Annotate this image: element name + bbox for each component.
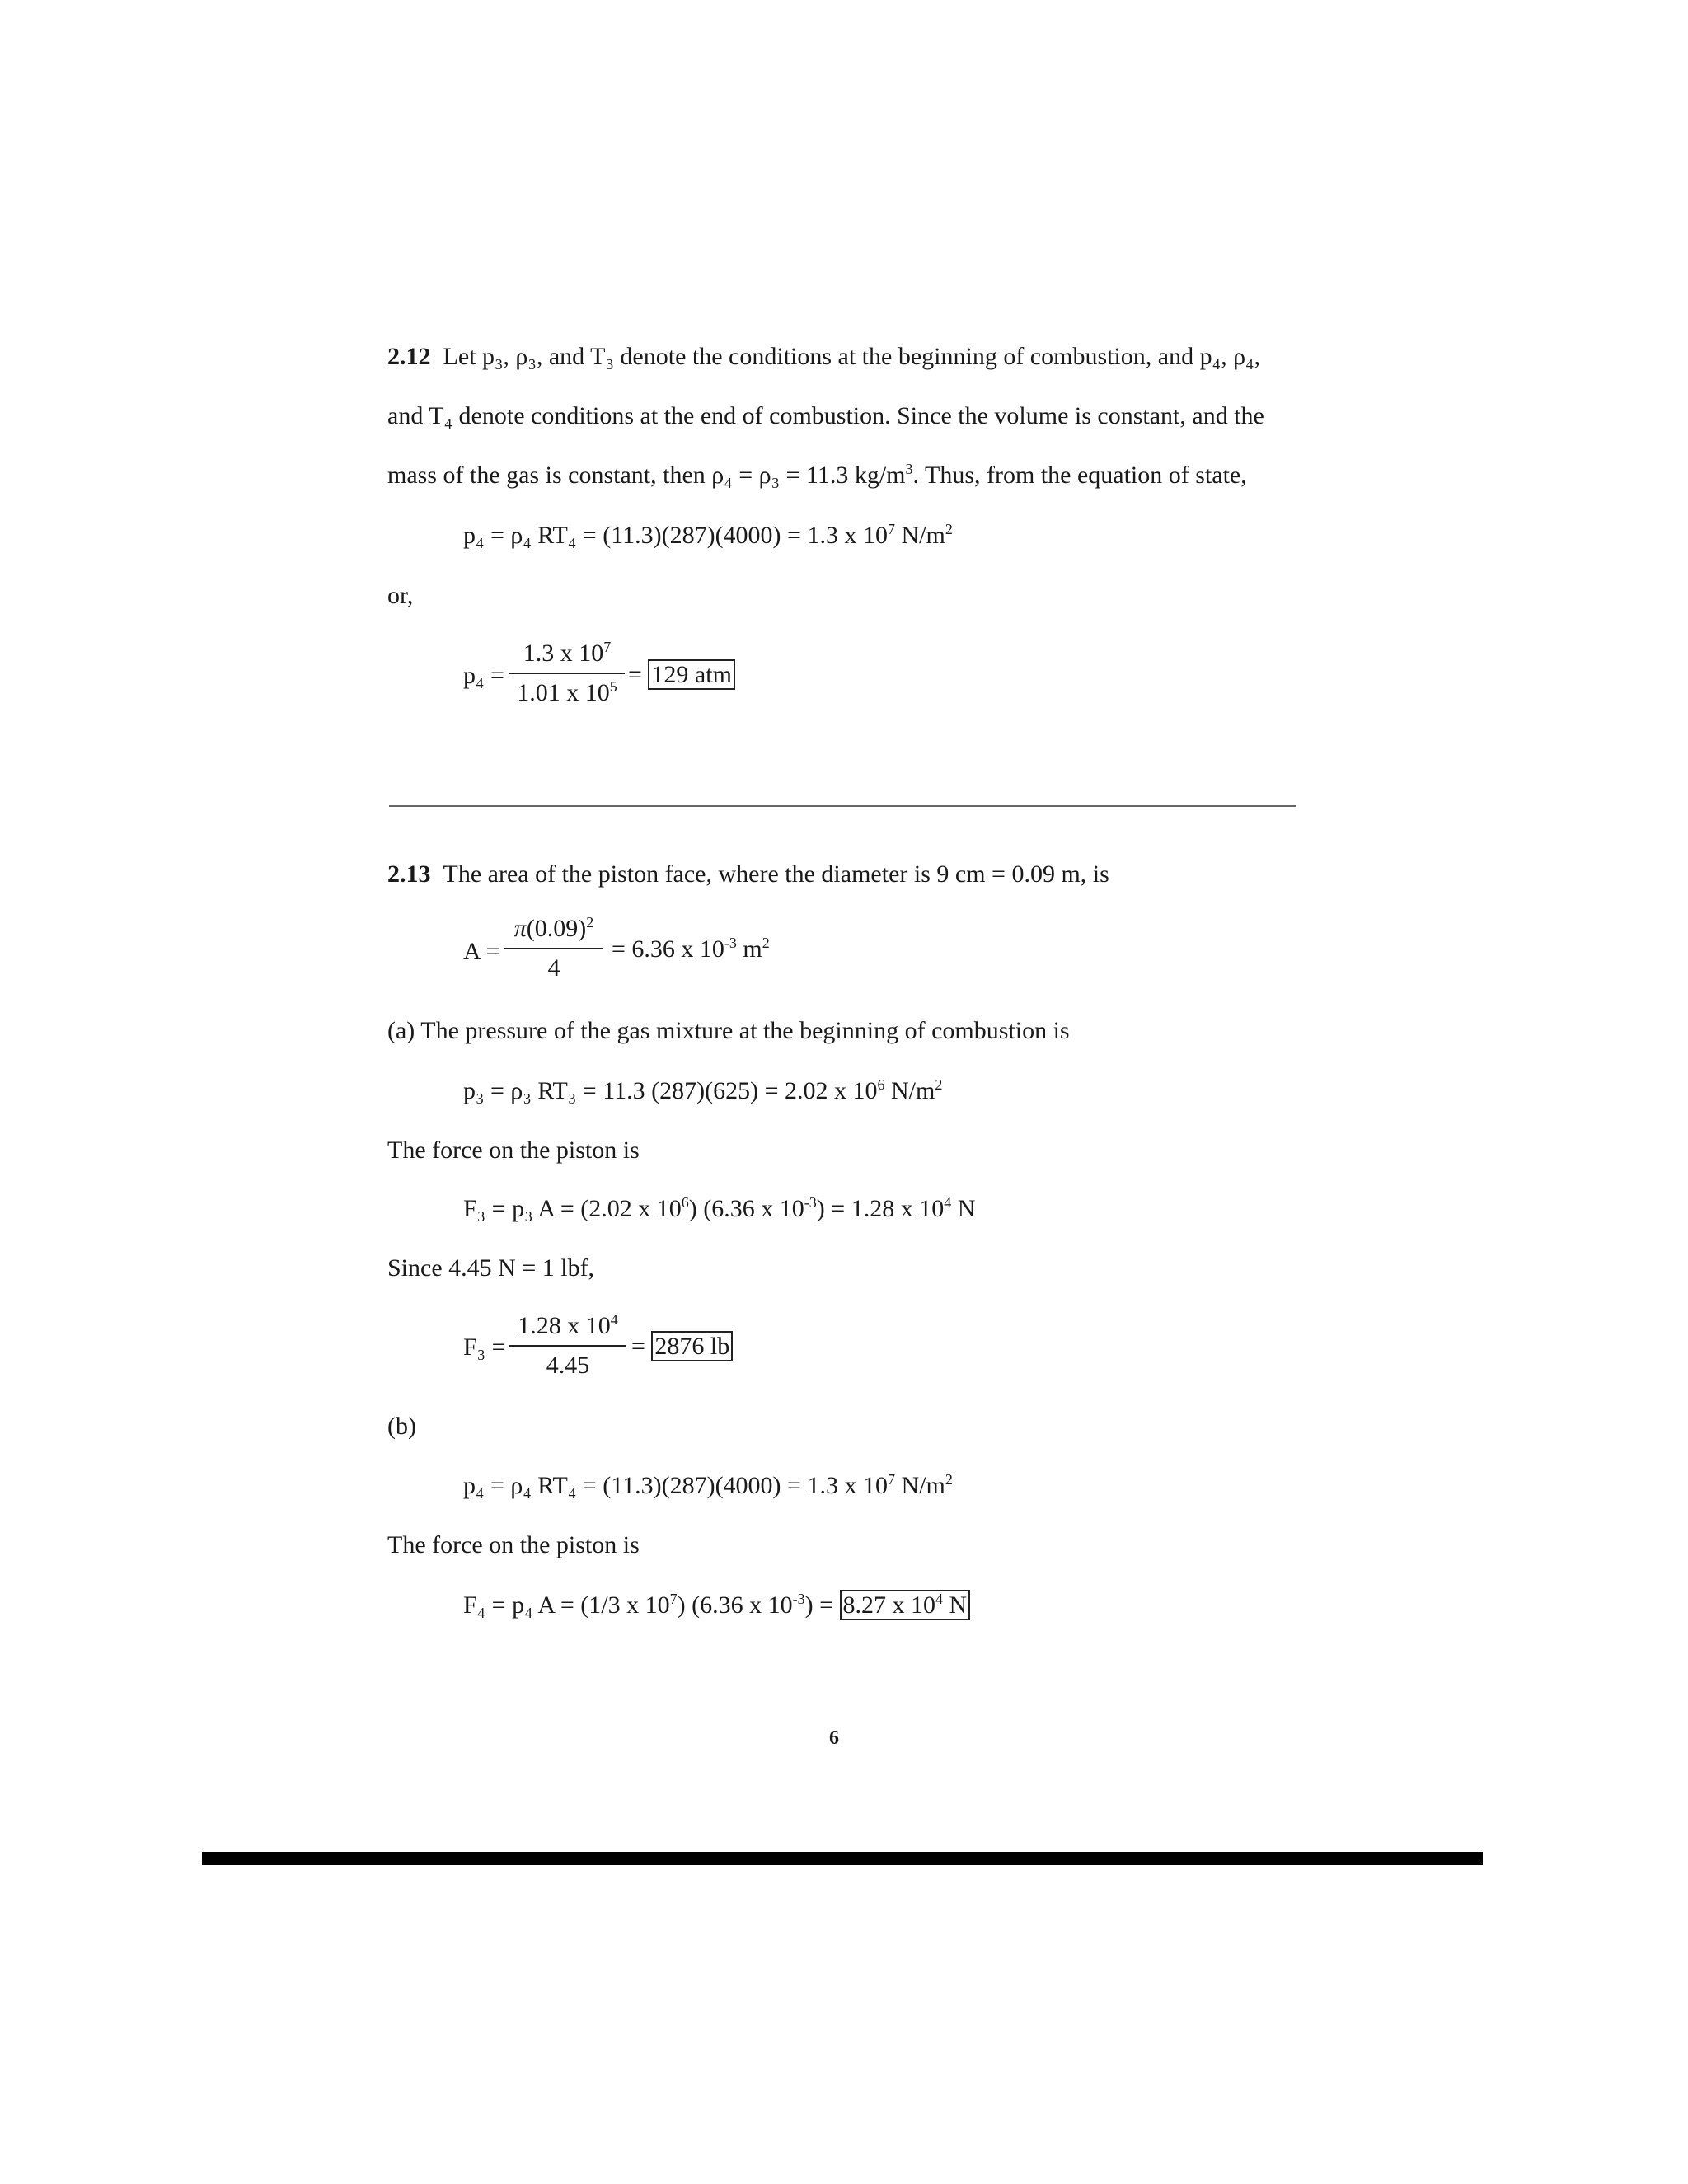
boxed-result-f4 (840, 1590, 971, 1620)
part-b-label (387, 1414, 416, 1439)
fraction-lhs (463, 663, 504, 688)
superscript: -3 (792, 1591, 805, 1607)
since-text (387, 1256, 594, 1281)
result-text: 8.27 x 10 (842, 1591, 936, 1619)
equation-text: m (736, 935, 762, 963)
superscript: 4 (944, 1194, 952, 1211)
superscript: 6 (681, 1194, 689, 1211)
equation-text: N/m (884, 1077, 935, 1104)
equation-text: F₃ = p₃ A = (2.02 x 10 (463, 1195, 682, 1222)
equation-text: N/m (894, 522, 945, 549)
fraction-area (504, 916, 603, 982)
superscript: 7 (887, 521, 895, 537)
text: or, (387, 582, 414, 609)
superscript: -3 (724, 935, 737, 951)
f3-lhs (463, 1335, 506, 1360)
denominator-text: 4.45 (546, 1352, 590, 1379)
problem-number: 2.12 (387, 343, 431, 370)
superscript: 3 (905, 461, 913, 477)
superscript: 2 (586, 914, 594, 930)
text: (a) The pressure of the gas mixture at the beginning of combustion is (387, 1017, 1070, 1044)
f3-result (631, 1333, 733, 1360)
text: The area of the piston face, where the diameter is 9 cm = 0.09 m, is (443, 860, 1109, 888)
text: mass of the gas is constant, then ρ₄ = ρ₃ = 11.3 kg/m (387, 462, 906, 489)
text: Since 4.45 N = 1 lbf, (387, 1254, 595, 1282)
numerator-text: (0.09) (526, 915, 587, 942)
superscript: 2 (762, 935, 770, 951)
problem-2-13-intro (387, 862, 1109, 887)
equation-p3 (463, 1076, 943, 1104)
superscript: 4 (610, 1311, 618, 1328)
fraction-bar (509, 1345, 626, 1347)
equals: = (628, 661, 642, 688)
superscript: 2 (945, 521, 953, 537)
equation-text: F₄ = p₄ A = (1/3 x 10 (463, 1591, 670, 1619)
result-text: N (943, 1591, 968, 1619)
fraction-atm (509, 641, 625, 707)
area-result (612, 937, 770, 962)
superscript: 4 (935, 1591, 944, 1607)
boxed-result-2876-lb: 2876 lb (651, 1331, 733, 1361)
numerator-text: 1.28 x 10 (518, 1312, 611, 1339)
equation-text: ) (6.36 x 10 (677, 1591, 793, 1619)
problem-number: 2.13 (387, 860, 431, 888)
fraction-bar (509, 673, 625, 674)
problem-2-12-line-3 (387, 463, 1247, 488)
equation-text: = 6.36 x 10 (612, 935, 724, 963)
superscript: 5 (609, 678, 617, 695)
equation-text: p₄ = ρ₄ RT₄ = (11.3)(287)(4000) = 1.3 x 10 (463, 1472, 888, 1499)
equation-p4 (463, 523, 953, 548)
denominator (504, 956, 603, 981)
text: (b) (387, 1413, 416, 1440)
equation-text: N/m (894, 1472, 945, 1499)
equation-text: ) = (804, 1591, 840, 1619)
text: The force on the piston is (387, 1137, 640, 1164)
page-number-text: 6 (829, 1727, 839, 1749)
problem-2-12-line-1 (387, 344, 1260, 369)
numerator (509, 1311, 626, 1339)
force-text-a (387, 1138, 640, 1163)
fraction-lbf (509, 1311, 626, 1380)
area-lhs (463, 940, 499, 964)
or-text (387, 583, 413, 608)
text: . Thus, from the equation of state, (912, 462, 1247, 489)
pi-symbol: π (513, 915, 527, 942)
equation-text: ) = 1.28 x 10 (816, 1195, 945, 1222)
superscript: -3 (804, 1194, 817, 1211)
equation-text: p₄ = (463, 662, 504, 689)
superscript: 7 (669, 1591, 678, 1607)
text: The force on the piston is (387, 1531, 640, 1558)
equation-text: F₃ = (463, 1333, 506, 1361)
page-bottom-bar (202, 1852, 1483, 1865)
force-text-b (387, 1533, 640, 1558)
equation-text: N (951, 1195, 976, 1222)
equation-p4-b (463, 1471, 953, 1499)
numerator-text: 1.3 x 10 (523, 640, 604, 667)
superscript: 2 (935, 1076, 943, 1093)
section-divider (389, 805, 1296, 807)
text: and T₄ denote conditions at the end of combustion. Since the volume is constant, and the (387, 402, 1264, 429)
numerator (509, 641, 625, 666)
equation-text: ) (6.36 x 10 (688, 1195, 804, 1222)
denominator-text: 4 (547, 954, 560, 982)
part-a-text (387, 1019, 1070, 1043)
denominator-text: 1.01 x 10 (517, 679, 610, 706)
superscript: 7 (887, 1471, 895, 1488)
equation-text: p₄ = ρ₄ RT₄ = (11.3)(287)(4000) = 1.3 x 10 (463, 522, 888, 549)
problem-2-12-line-2 (387, 404, 1264, 429)
page-number (829, 1728, 839, 1748)
equals: = (631, 1333, 645, 1360)
equation-text: p₃ = ρ₃ RT₃ = 11.3 (287)(625) = 2.02 x 10 (463, 1077, 878, 1104)
fraction-bar (504, 948, 603, 949)
superscript: 2 (945, 1471, 953, 1488)
superscript: 7 (603, 639, 612, 655)
result-line (628, 662, 735, 688)
text: Let p₃, ρ₃, and T₃ denote the conditions at the beginning of combustion, and p₄, ρ₄, (443, 343, 1261, 370)
numerator (504, 916, 603, 941)
equation-f3 (463, 1194, 976, 1222)
equation-f4 (463, 1592, 970, 1619)
boxed-result-129-atm: 129 atm (648, 659, 735, 690)
denominator (509, 1353, 626, 1378)
superscript: 6 (877, 1076, 885, 1093)
denominator (509, 678, 625, 706)
equation-text: A = (463, 938, 500, 965)
